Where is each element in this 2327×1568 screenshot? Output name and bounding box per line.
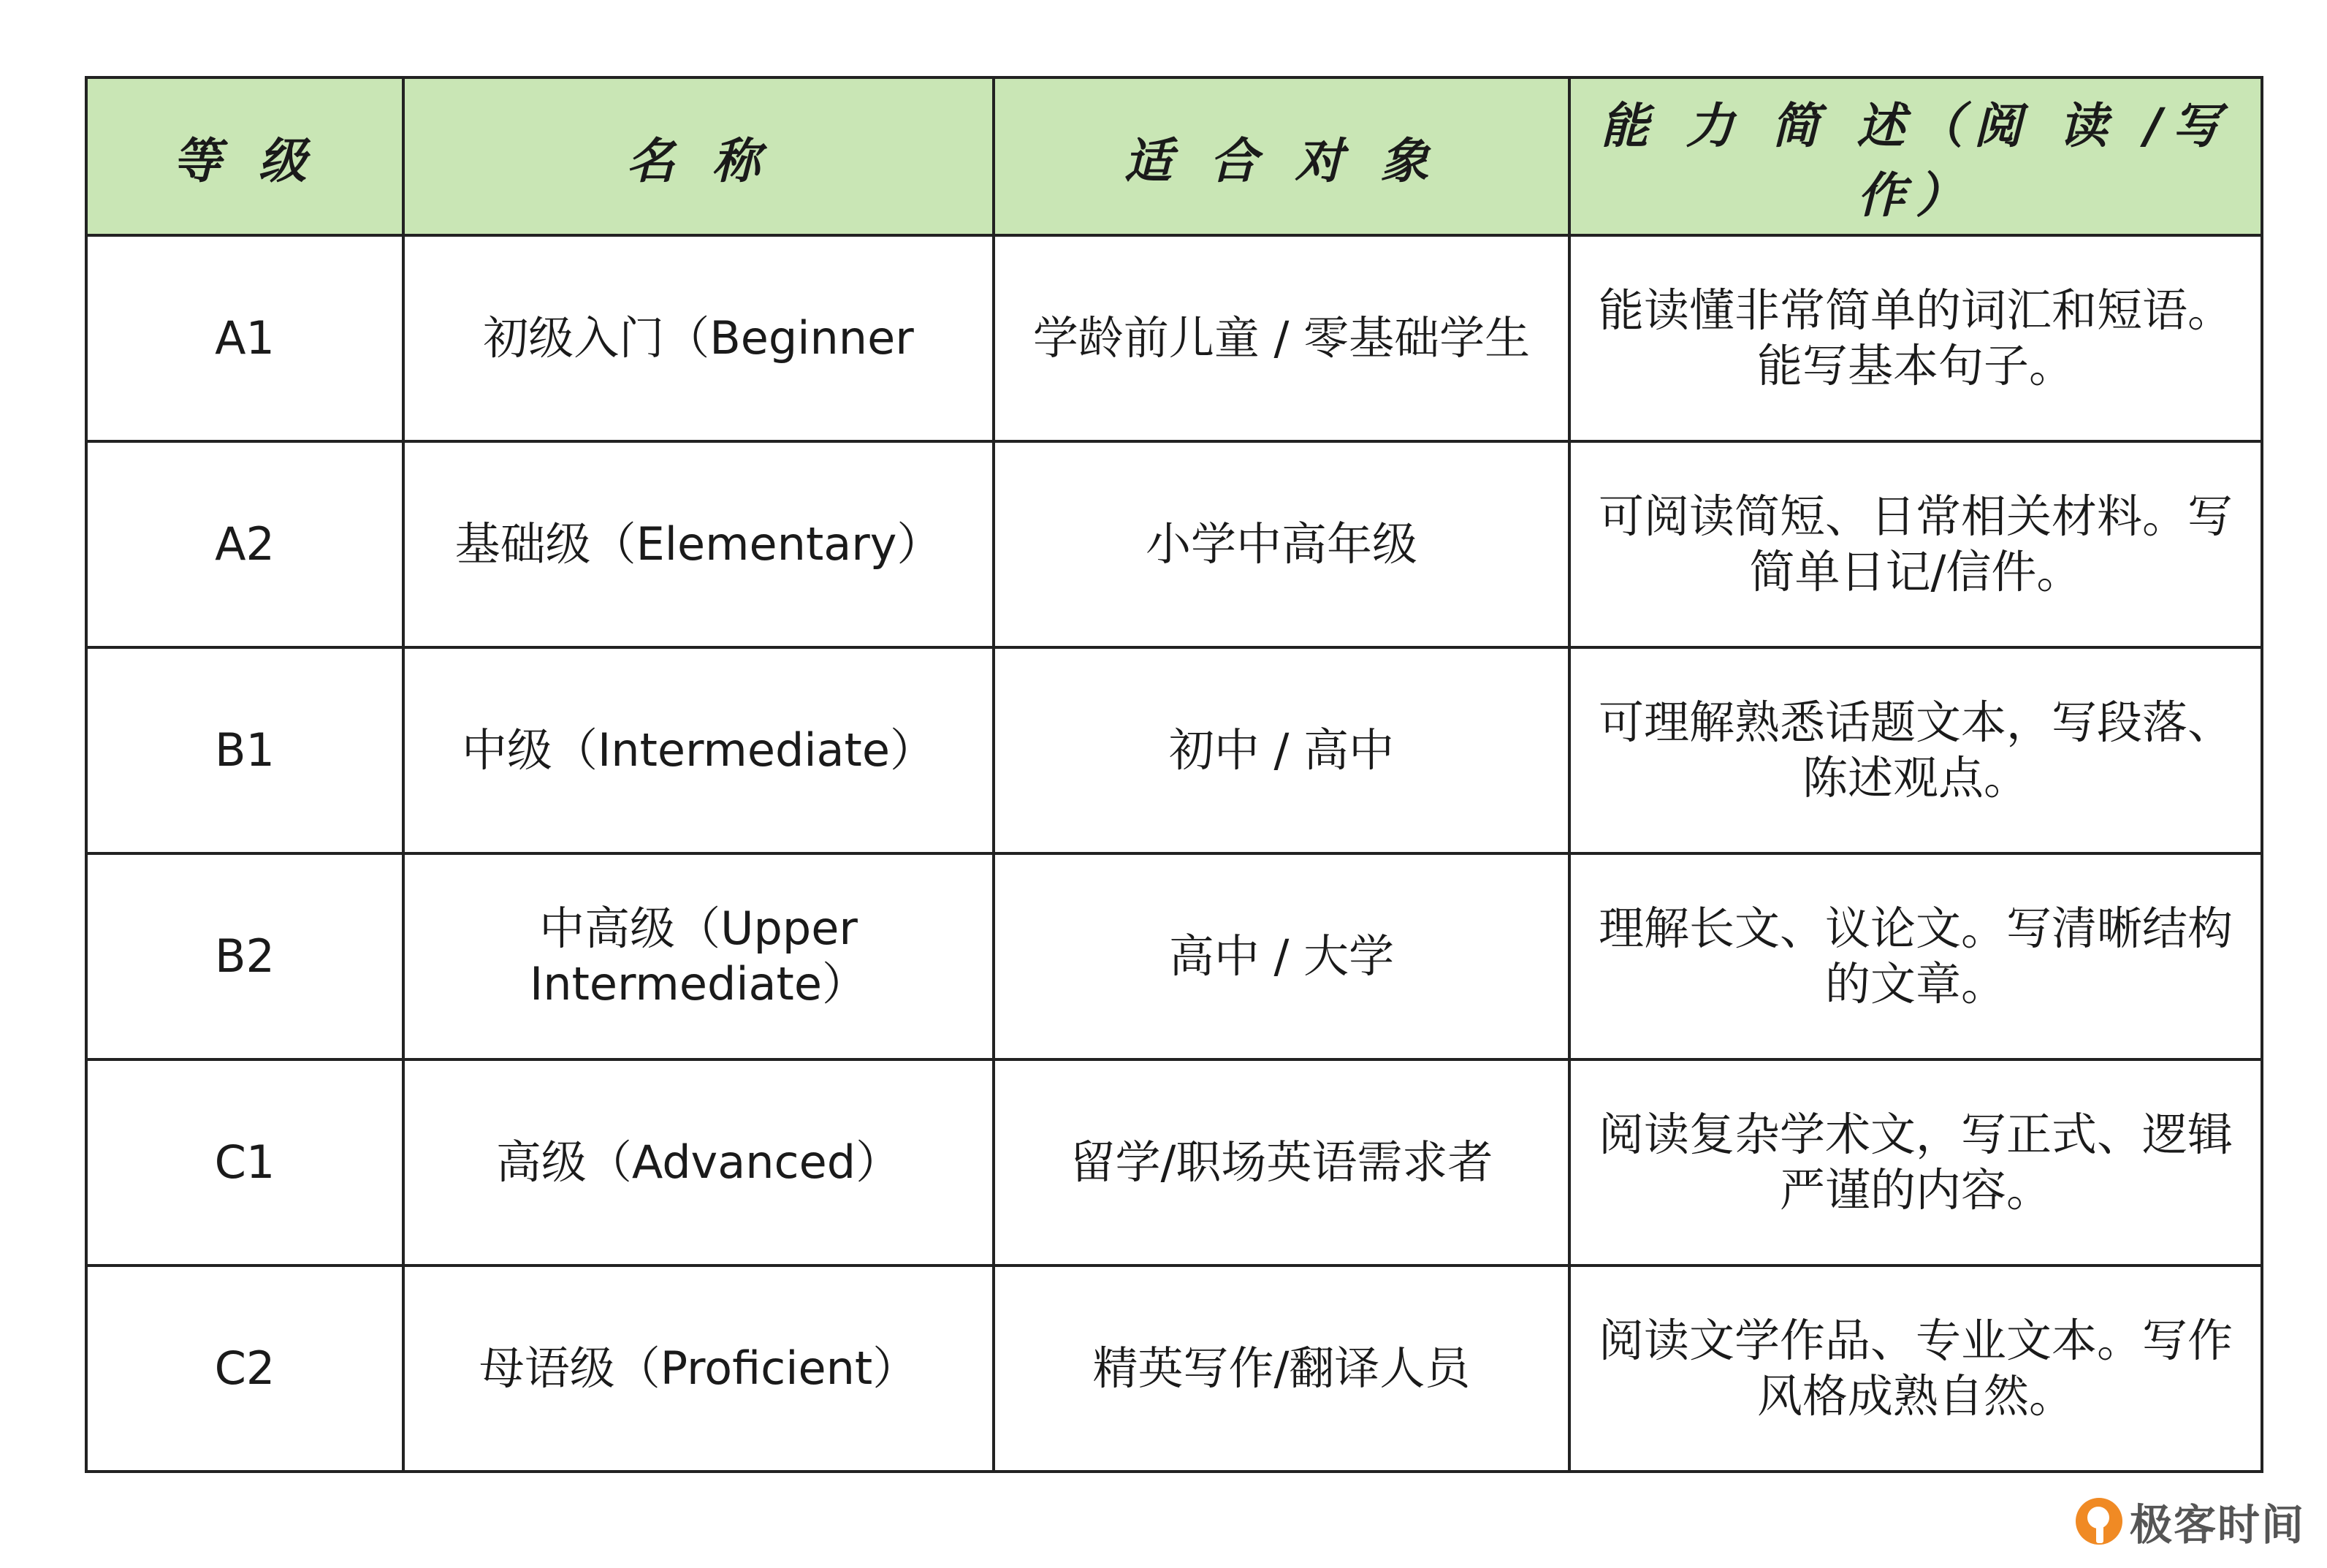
cell-audience: 初中 / 高中 [994, 647, 1569, 853]
cell-level: B1 [86, 647, 403, 853]
cell-name: 初级入门（Beginner [403, 235, 994, 441]
cell-level: C1 [86, 1059, 403, 1266]
cell-description: 可理解熟悉话题文本，写段落、陈述观点。 [1569, 647, 2262, 853]
table-row [86, 441, 2262, 647]
cell-description: 可阅读简短、日常相关材料。写简单日记/信件。 [1569, 441, 2262, 647]
cell-audience: 留学/职场英语需求者 [994, 1059, 1569, 1266]
cell-name: 高级（Advanced） [403, 1059, 994, 1266]
header-level: 等 级 [86, 77, 403, 235]
cell-name: 基础级（Elementary） [403, 441, 994, 647]
table-row [86, 1266, 2262, 1472]
cell-name: 母语级（Proficient） [403, 1266, 994, 1472]
header-name: 名 称 [403, 77, 994, 235]
cell-name: 中高级（Upper Intermediate） [403, 853, 994, 1059]
cell-description: 阅读文学作品、专业文本。写作风格成熟自然。 [1569, 1266, 2262, 1472]
header-description: 能 力 简 述（阅 读 /写 作） [1569, 77, 2262, 235]
cell-level: B2 [86, 853, 403, 1059]
cell-level: A1 [86, 235, 403, 441]
table-header-row [86, 77, 2262, 235]
cell-level: A2 [86, 441, 403, 647]
geektime-logo-icon [2076, 1498, 2122, 1545]
cell-audience: 高中 / 大学 [994, 853, 1569, 1059]
table-row [86, 1059, 2262, 1266]
cell-description: 阅读复杂学术文，写正式、逻辑严谨的内容。 [1569, 1059, 2262, 1266]
table-row [86, 647, 2262, 853]
geektime-logo [2076, 1491, 2305, 1552]
cell-description: 理解长文、议论文。写清晰结构的文章。 [1569, 853, 2262, 1059]
level-table [85, 76, 2263, 1473]
cell-audience: 精英写作/翻译人员 [994, 1266, 1569, 1472]
table-row [86, 853, 2262, 1059]
cell-description: 能读懂非常简单的词汇和短语。能写基本句子。 [1569, 235, 2262, 441]
level-table-container [85, 76, 2261, 1473]
cell-level: C2 [86, 1266, 403, 1472]
table-row [86, 235, 2262, 441]
header-audience: 适 合 对 象 [994, 77, 1569, 235]
cell-name: 中级（Intermediate） [403, 647, 994, 853]
cell-audience: 学龄前儿童 / 零基础学生 [994, 235, 1569, 441]
logo-text: 极客时间 [2129, 1500, 2305, 1550]
cell-audience: 小学中高年级 [994, 441, 1569, 647]
